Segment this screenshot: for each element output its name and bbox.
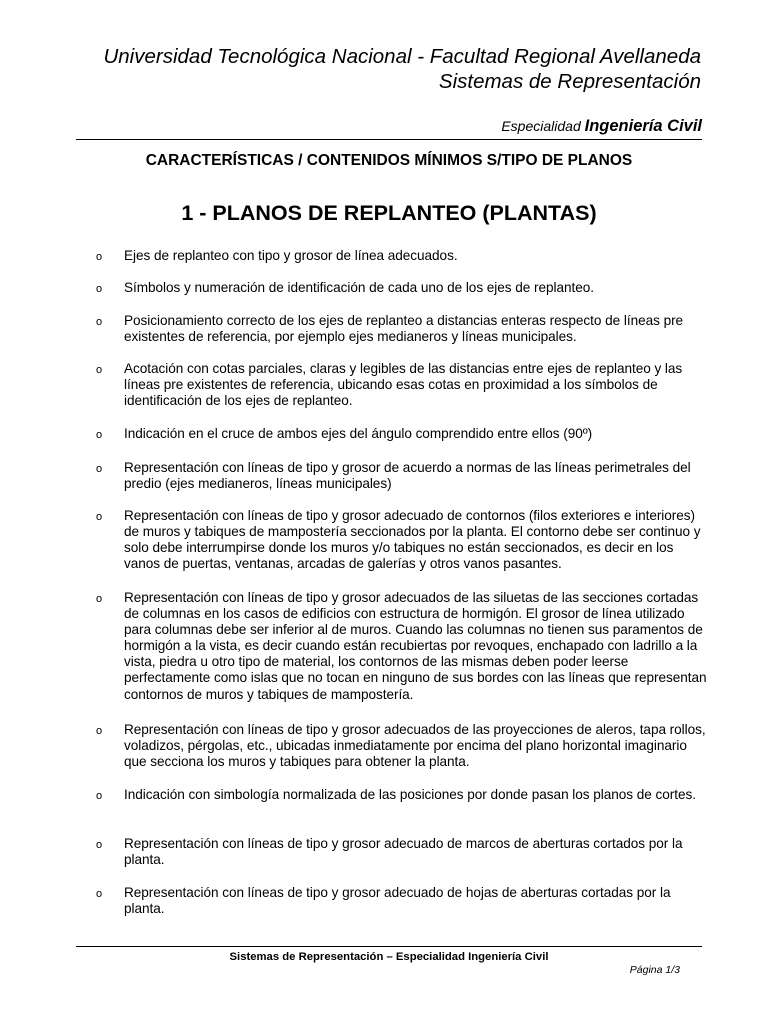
list-item	[96, 508, 708, 572]
page-number: Página 1/3	[629, 964, 680, 976]
list-item-text: Símbolos y numeración de identificación de cada uno de los ejes de replanteo.	[124, 280, 594, 295]
header-divider	[76, 139, 702, 140]
list-item	[96, 248, 708, 264]
list-item-text: Posicionamiento correcto de los ejes de replanteo a distancias enteras respecto de líneas pre existentes de referencia, por ejemplo ejes medianeros y líneas municipales.	[124, 313, 684, 345]
list-item	[96, 460, 708, 492]
bullet-icon: o	[96, 316, 103, 328]
list-item-text: Representación con líneas de tipo y grosor adecuados de las proyecciones de aleros, tapa rollos, voladizos, pérgolas, etc., ubicadas inmediatamente por encima del plano horizontal imaginario que secciona los muros y tabiques para obtener la planta.	[124, 722, 706, 770]
bullet-icon: o	[96, 364, 103, 376]
list-item-text: Acotación con cotas parciales, claras y legibles de las distancias entre ejes de replanteo y las líneas pre existentes de referencia, ubicando esas cotas en proximidad a los símbolos de identificación de los ejes de replanteo.	[124, 361, 683, 409]
list-item	[96, 280, 708, 296]
footer-divider	[76, 946, 702, 947]
bullet-icon: o	[96, 839, 103, 851]
bullet-icon: o	[96, 593, 103, 605]
list-item-text: Indicación en el cruce de ambos ejes del ángulo comprendido entre ellos (90º)	[124, 426, 593, 441]
list-item	[96, 722, 708, 770]
bullet-icon: o	[96, 463, 103, 475]
bullet-icon: o	[96, 511, 103, 523]
bullet-icon: o	[96, 429, 103, 441]
course-name: Sistemas de Representación	[438, 70, 701, 93]
list-item	[96, 836, 708, 868]
specialty-label: Especialidad	[501, 118, 581, 134]
section-title: 1 - PLANOS DE REPLANTEO (PLANTAS)	[181, 201, 597, 225]
list-item-text: Representación con líneas de tipo y grosor de acuerdo a normas de las líneas perimetrales del predio (ejes medianeros, líneas municipales)	[124, 460, 691, 492]
list-item-text: Representación con líneas de tipo y grosor adecuado de hojas de aberturas cortadas por la planta.	[124, 885, 671, 917]
list-item	[96, 313, 708, 345]
list-item	[96, 426, 708, 442]
document-header	[76, 44, 701, 94]
footer-text: Sistemas de Representación – Especialidad Ingeniería Civil	[229, 951, 549, 963]
list-item	[96, 885, 708, 917]
list-item-text: Ejes de replanteo con tipo y grosor de línea adecuados.	[124, 248, 458, 263]
specialty-value: Ingeniería Civil	[584, 117, 702, 135]
university-name: Universidad Tecnológica Nacional - Facultad Regional Avellaneda	[103, 45, 701, 68]
bullet-icon: o	[96, 251, 103, 263]
section-subtitle: CARACTERÍSTICAS / CONTENIDOS MÍNIMOS S/TIPO DE PLANOS	[145, 152, 633, 169]
list-item-text: Representación con líneas de tipo y grosor adecuado de marcos de aberturas cortados por la planta.	[124, 836, 683, 868]
bullet-icon: o	[96, 888, 103, 900]
list-item	[96, 787, 708, 803]
bullet-icon: o	[96, 283, 103, 295]
specialty-line	[76, 116, 702, 136]
bullet-icon: o	[96, 725, 103, 737]
bullet-icon: o	[96, 790, 103, 802]
list-item	[96, 361, 708, 409]
list-item-text: Representación con líneas de tipo y grosor adecuado de contornos (filos exteriores e interiores) de muros y tabiques de mampostería seccionados por la planta. El contorno debe ser continuo y solo debe interrumpirse donde los muros y/o tabiques no están seccionados, es decir en los vanos de puertas, ventanas, arcadas de galerías y otros vanos pasantes.	[124, 508, 701, 572]
list-item-text: Representación con líneas de tipo y grosor adecuados de las siluetas de las secciones cortadas de columnas en los casos de edificios con estructura de hormigón. El grosor de línea utilizado para columnas debe ser inferior al de muros. Cuando las columnas no tienen sus paramentos de hormigón a la vista, es decir cuando están recubiertas por revoques, enchapado con ladrillo a la vista, piedra u otro tipo de material, los contornos de las mismas deben poder leerse perfectamente como islas que no tocan en ninguno de sus bordes con las líneas que representan contornos de muros y tabiques de mampostería.	[124, 590, 707, 702]
list-item	[96, 590, 708, 703]
list-item-text: Indicación con simbología normalizada de las posiciones por donde pasan los planos de cortes.	[124, 787, 696, 802]
